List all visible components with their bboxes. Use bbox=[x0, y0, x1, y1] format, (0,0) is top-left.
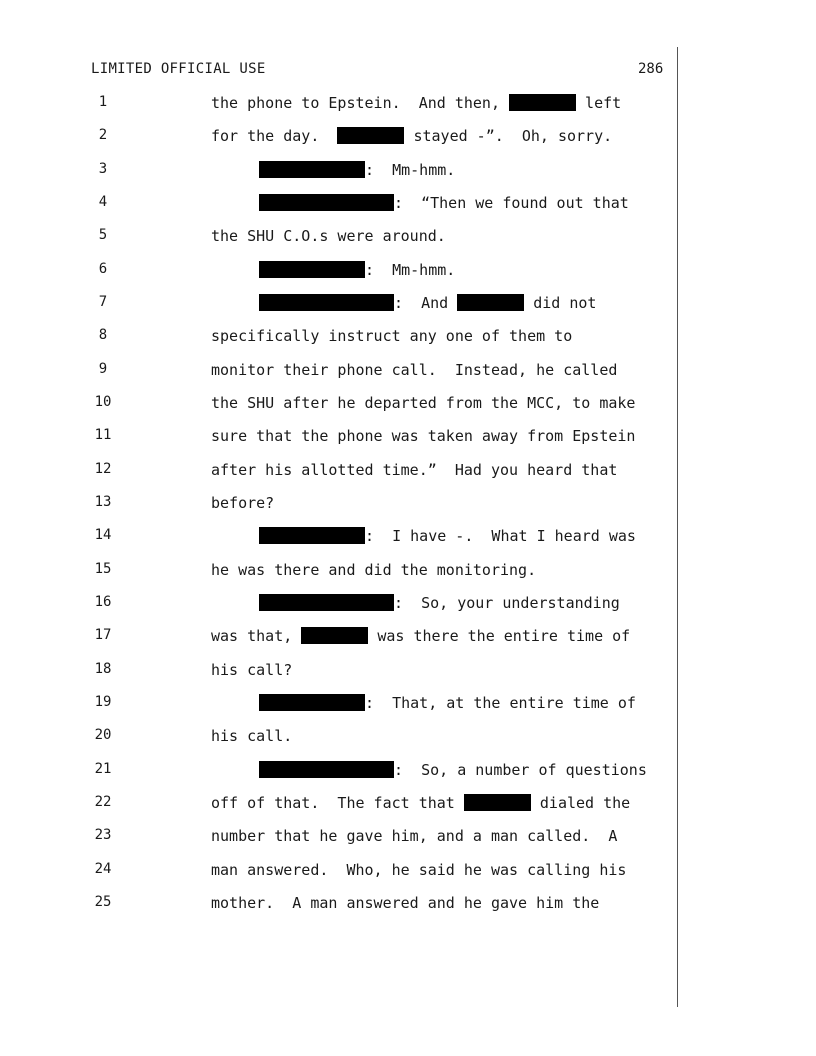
line-number: 17 bbox=[94, 627, 112, 643]
transcript-line bbox=[0, 825, 816, 849]
transcript-line bbox=[0, 92, 816, 116]
line-number: 12 bbox=[94, 461, 112, 477]
transcript-line bbox=[0, 159, 816, 183]
line-text: before? bbox=[211, 494, 275, 512]
line-number: 11 bbox=[94, 427, 112, 443]
speaker-redaction-box bbox=[259, 594, 394, 611]
transcript-line bbox=[0, 392, 816, 416]
transcript-line bbox=[0, 359, 816, 383]
transcript-line bbox=[0, 559, 816, 583]
line-number: 3 bbox=[98, 161, 108, 177]
line-number: 7 bbox=[98, 294, 108, 310]
line-text: sure that the phone was taken away from Epstein bbox=[211, 427, 636, 445]
line-number: 5 bbox=[98, 227, 108, 243]
line-number: 23 bbox=[94, 827, 112, 843]
transcript-line bbox=[0, 459, 816, 483]
transcript-line bbox=[0, 625, 816, 649]
line-number: 19 bbox=[94, 694, 112, 710]
transcript-line bbox=[0, 292, 816, 316]
transcript-line bbox=[0, 792, 816, 816]
speaker-redaction-box bbox=[259, 294, 394, 311]
line-text: off of that. The fact that dialed the bbox=[211, 794, 631, 812]
transcript-line bbox=[0, 492, 816, 516]
transcript-line bbox=[0, 425, 816, 449]
line-text: man answered. Who, he said he was calling his bbox=[211, 861, 627, 879]
speaker-redaction-box bbox=[259, 694, 365, 711]
speaker-redaction-box bbox=[259, 761, 394, 778]
line-text: his call. bbox=[211, 727, 293, 745]
line-number: 2 bbox=[98, 127, 108, 143]
line-number: 6 bbox=[98, 261, 108, 277]
line-number: 18 bbox=[94, 661, 112, 677]
line-text: was that, was there the entire time of bbox=[211, 627, 631, 645]
transcript-line bbox=[0, 692, 816, 716]
line-number: 13 bbox=[94, 494, 112, 510]
speaker-redaction-box bbox=[259, 261, 365, 278]
line-number: 16 bbox=[94, 594, 112, 610]
redaction-box bbox=[301, 627, 368, 644]
speaker-line-text: : Mm-hmm. bbox=[259, 261, 455, 279]
line-number: 24 bbox=[94, 861, 112, 877]
line-text: his call? bbox=[211, 661, 293, 679]
line-number: 4 bbox=[98, 194, 108, 210]
transcript-line bbox=[0, 759, 816, 783]
speaker-line-text: : Mm-hmm. bbox=[259, 161, 455, 179]
page-number: 286 bbox=[638, 61, 664, 77]
transcript-line bbox=[0, 325, 816, 349]
line-number: 14 bbox=[94, 527, 112, 543]
line-number: 8 bbox=[98, 327, 108, 343]
speaker-line-text: : I have -. What I heard was bbox=[259, 527, 636, 545]
redaction-box bbox=[464, 794, 531, 811]
speaker-line-text: : So, a number of questions bbox=[259, 761, 647, 779]
line-text: the phone to Epstein. And then, left bbox=[211, 94, 622, 112]
line-text: mother. A man answered and he gave him the bbox=[211, 894, 600, 912]
transcript-line bbox=[0, 192, 816, 216]
line-text: monitor their phone call. Instead, he called bbox=[211, 361, 618, 379]
transcript-line bbox=[0, 225, 816, 249]
speaker-redaction-box bbox=[259, 527, 365, 544]
page-header-classification: LIMITED OFFICIAL USE bbox=[91, 61, 266, 77]
line-number: 15 bbox=[94, 561, 112, 577]
line-number: 10 bbox=[94, 394, 112, 410]
line-text: he was there and did the monitoring. bbox=[211, 561, 537, 579]
transcript-line bbox=[0, 725, 816, 749]
redaction-box bbox=[337, 127, 404, 144]
line-number: 25 bbox=[94, 894, 112, 910]
transcript-line bbox=[0, 525, 816, 549]
line-text: number that he gave him, and a man called. A bbox=[211, 827, 618, 845]
line-text: after his allotted time.” Had you heard that bbox=[211, 461, 618, 479]
line-text: specifically instruct any one of them to bbox=[211, 327, 573, 345]
transcript-line bbox=[0, 892, 816, 916]
speaker-line-text: : That, at the entire time of bbox=[259, 694, 636, 712]
line-number: 21 bbox=[94, 761, 112, 777]
line-number: 1 bbox=[98, 94, 108, 110]
speaker-redaction-box bbox=[259, 161, 365, 178]
transcript-line bbox=[0, 592, 816, 616]
redaction-box bbox=[509, 94, 576, 111]
transcript-line bbox=[0, 259, 816, 283]
line-text: the SHU after he departed from the MCC, to make bbox=[211, 394, 636, 412]
transcript-line bbox=[0, 125, 816, 149]
transcript-line bbox=[0, 659, 816, 683]
line-number: 22 bbox=[94, 794, 112, 810]
speaker-line-text: : “Then we found out that bbox=[259, 194, 629, 212]
line-number: 9 bbox=[98, 361, 108, 377]
transcript-line bbox=[0, 859, 816, 883]
line-text: for the day. stayed -”. Oh, sorry. bbox=[211, 127, 613, 145]
line-number: 20 bbox=[94, 727, 112, 743]
speaker-line-text: : And did not bbox=[259, 294, 596, 312]
line-text: the SHU C.O.s were around. bbox=[211, 227, 446, 245]
speaker-line-text: : So, your understanding bbox=[259, 594, 620, 612]
speaker-redaction-box bbox=[259, 194, 394, 211]
redaction-box bbox=[457, 294, 524, 311]
